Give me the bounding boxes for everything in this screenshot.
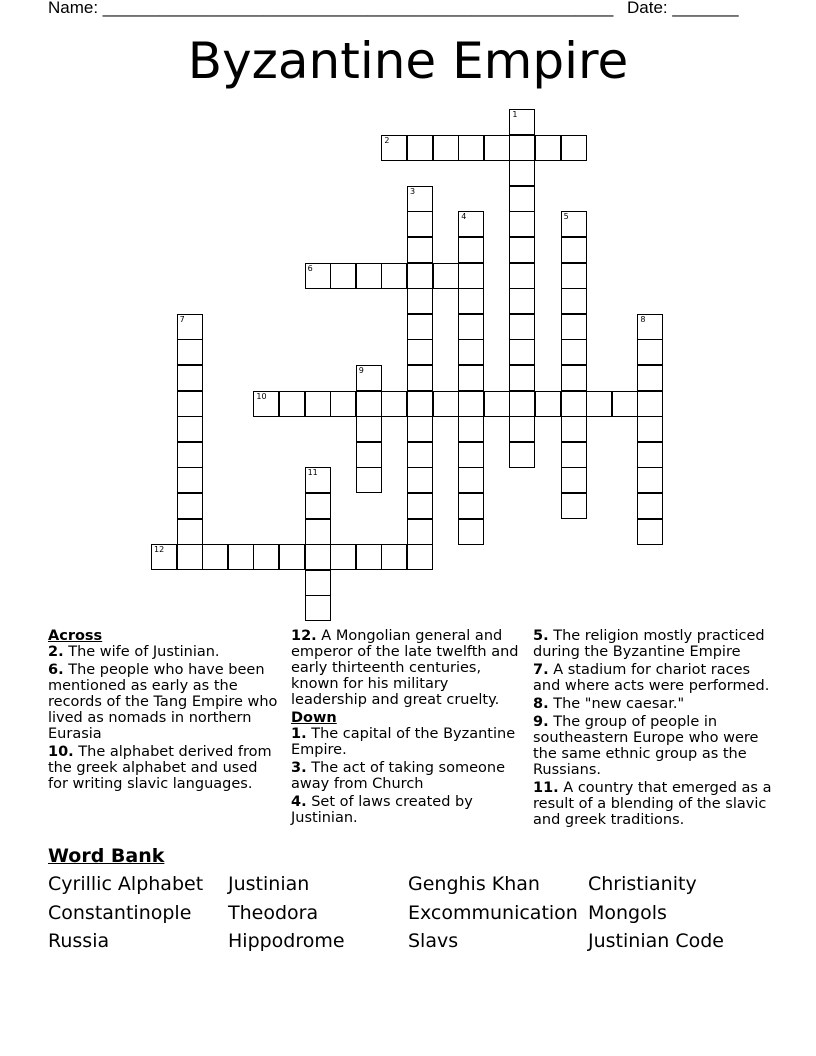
clues-column-1 bbox=[48, 628, 280, 794]
word-bank-item: Justinian Code bbox=[588, 930, 724, 952]
word-bank-item: Christianity bbox=[588, 873, 697, 895]
crossword-cell[interactable] bbox=[407, 263, 433, 289]
crossword-cell[interactable] bbox=[305, 595, 331, 621]
crossword-cell[interactable] bbox=[561, 467, 587, 493]
clue-down-11: 11. A country that emerged as a result of a blending of the slavic and greek traditions. bbox=[533, 780, 772, 828]
crossword-cell[interactable] bbox=[305, 467, 331, 493]
crossword-cell[interactable] bbox=[509, 314, 535, 340]
crossword-cell[interactable] bbox=[561, 314, 587, 340]
clue-number-label: 1 bbox=[512, 110, 518, 119]
clue-number-label: 2 bbox=[384, 135, 390, 145]
crossword-cell[interactable] bbox=[407, 237, 433, 263]
word-bank-item: Constantinople bbox=[48, 902, 192, 924]
word-bank-title: Word Bank bbox=[48, 845, 165, 867]
crossword-cell[interactable] bbox=[561, 263, 587, 289]
crossword-cell[interactable] bbox=[407, 186, 433, 212]
name-field-label: Name: ______________________________________________________ bbox=[48, 0, 614, 17]
crossword-cell[interactable] bbox=[407, 391, 433, 417]
crossword-cell[interactable] bbox=[458, 467, 484, 493]
crossword-cell[interactable] bbox=[253, 391, 279, 417]
crossword-cell[interactable] bbox=[458, 519, 484, 545]
clue-number-label: 8 bbox=[640, 314, 646, 324]
down-heading: Down bbox=[291, 710, 337, 726]
crossword-cell[interactable] bbox=[561, 339, 587, 365]
crossword-cell[interactable] bbox=[202, 544, 228, 570]
crossword-cell[interactable] bbox=[407, 416, 433, 442]
crossword-cell[interactable] bbox=[305, 493, 331, 519]
crossword-cell[interactable] bbox=[509, 109, 535, 135]
crossword-cell[interactable] bbox=[509, 211, 535, 237]
word-bank-item: Justinian bbox=[228, 873, 310, 895]
crossword-cell[interactable] bbox=[177, 365, 203, 391]
crossword-cell[interactable] bbox=[637, 391, 663, 417]
crossword-cell[interactable] bbox=[637, 519, 663, 545]
word-bank-item: Genghis Khan bbox=[408, 873, 540, 895]
crossword-cell[interactable] bbox=[177, 493, 203, 519]
crossword-cell[interactable] bbox=[305, 544, 331, 570]
clue-down-1: 1. The capital of the Byzantine Empire. bbox=[291, 726, 516, 758]
crossword-cell[interactable] bbox=[305, 391, 331, 417]
clue-down-5: 5. The religion mostly practiced during the Byzantine Empire bbox=[533, 628, 765, 660]
crossword-cell[interactable] bbox=[509, 365, 535, 391]
crossword-cell[interactable] bbox=[177, 442, 203, 468]
word-bank-item: Mongols bbox=[588, 902, 667, 924]
crossword-cell[interactable] bbox=[458, 314, 484, 340]
word-bank-item: Excommunication bbox=[408, 902, 578, 924]
crossword-cell[interactable] bbox=[407, 135, 433, 161]
crossword-cell[interactable] bbox=[561, 365, 587, 391]
crossword-cell[interactable] bbox=[356, 365, 382, 391]
crossword-cell[interactable] bbox=[433, 391, 459, 417]
crossword-cell[interactable] bbox=[407, 467, 433, 493]
crossword-cell[interactable] bbox=[433, 263, 459, 289]
word-bank-item: Cyrillic Alphabet bbox=[48, 873, 204, 895]
crossword-cell[interactable] bbox=[637, 442, 663, 468]
crossword-cell[interactable] bbox=[509, 237, 535, 263]
crossword-cell[interactable] bbox=[561, 442, 587, 468]
crossword-cell[interactable] bbox=[458, 288, 484, 314]
crossword-cell[interactable] bbox=[612, 391, 638, 417]
clue-across-12: 12. A Mongolian general and emperor of the late twelfth and early thirteenth centuries, known for his military leadership and great cruelty. bbox=[291, 628, 519, 708]
page-title: Byzantine Empire bbox=[187, 32, 629, 90]
crossword-cell[interactable] bbox=[561, 211, 587, 237]
clue-down-7: 7. A stadium for chariot races and where acts were performed. bbox=[533, 662, 770, 694]
crossword-cell[interactable] bbox=[407, 442, 433, 468]
clue-number-label: 9 bbox=[358, 366, 364, 375]
clue-down-4: 4. Set of laws created by Justinian. bbox=[291, 794, 473, 826]
crossword-cell[interactable] bbox=[458, 237, 484, 263]
crossword-cell[interactable] bbox=[458, 365, 484, 391]
word-bank-item: Theodora bbox=[228, 902, 319, 924]
crossword-cell[interactable] bbox=[228, 544, 254, 570]
word-bank-item: Hippodrome bbox=[228, 930, 345, 952]
across-heading: Across bbox=[48, 628, 103, 644]
crossword-cell[interactable] bbox=[381, 391, 407, 417]
crossword-cell[interactable] bbox=[407, 544, 433, 570]
crossword-cell[interactable] bbox=[637, 467, 663, 493]
clues-column-2 bbox=[291, 628, 523, 828]
crossword-cell[interactable] bbox=[177, 339, 203, 365]
crossword-cell[interactable] bbox=[177, 391, 203, 417]
crossword-cell[interactable] bbox=[458, 442, 484, 468]
crossword-cell[interactable] bbox=[458, 339, 484, 365]
clue-number-label: 5 bbox=[563, 212, 569, 222]
clue-number-label: 4 bbox=[461, 212, 467, 222]
crossword-cell[interactable] bbox=[509, 263, 535, 289]
crossword-cell[interactable] bbox=[637, 314, 663, 340]
crossword-cell[interactable] bbox=[458, 263, 484, 289]
crossword-cell[interactable] bbox=[356, 416, 382, 442]
crossword-cell[interactable] bbox=[177, 467, 203, 493]
crossword-cell[interactable] bbox=[407, 288, 433, 314]
crossword-cell[interactable] bbox=[305, 263, 331, 289]
word-bank-item: Russia bbox=[48, 930, 110, 952]
crossword-cell[interactable] bbox=[586, 391, 612, 417]
crossword-cell[interactable] bbox=[407, 365, 433, 391]
clue-across-2: 2. The wife of Justinian. bbox=[48, 644, 220, 660]
crossword-cell[interactable] bbox=[356, 263, 382, 289]
crossword-cell[interactable] bbox=[330, 544, 356, 570]
crossword-cell[interactable] bbox=[637, 339, 663, 365]
crossword-cell[interactable] bbox=[458, 493, 484, 519]
crossword-cell[interactable] bbox=[535, 135, 561, 161]
crossword-cell[interactable] bbox=[509, 288, 535, 314]
crossword-cell[interactable] bbox=[381, 263, 407, 289]
clues-column-3 bbox=[533, 628, 773, 838]
clue-number-label: 12 bbox=[154, 545, 165, 555]
crossword-cell[interactable] bbox=[637, 493, 663, 519]
crossword-cell[interactable] bbox=[561, 416, 587, 442]
crossword-cell[interactable] bbox=[177, 519, 203, 545]
crossword-cell[interactable] bbox=[177, 544, 203, 570]
clue-number-label: 7 bbox=[179, 314, 185, 324]
crossword-cell[interactable] bbox=[458, 211, 484, 237]
crossword-cell[interactable] bbox=[637, 416, 663, 442]
crossword-cell[interactable] bbox=[509, 135, 535, 161]
crossword-cell[interactable] bbox=[151, 544, 177, 570]
date-field-label: Date: _______ bbox=[627, 0, 739, 17]
crossword-cell[interactable] bbox=[484, 135, 510, 161]
crossword-cell[interactable] bbox=[253, 544, 279, 570]
crossword-cell[interactable] bbox=[279, 544, 305, 570]
crossword-cell[interactable] bbox=[509, 416, 535, 442]
crossword-cell[interactable] bbox=[381, 135, 407, 161]
crossword-cell[interactable] bbox=[561, 493, 587, 519]
clue-down-9: 9. The group of people in southeastern Europe who were the same ethnic group as the Russians. bbox=[533, 714, 759, 778]
crossword-cell[interactable] bbox=[509, 186, 535, 212]
crossword-cell[interactable] bbox=[356, 467, 382, 493]
crossword-cell[interactable] bbox=[381, 544, 407, 570]
clue-number-label: 10 bbox=[256, 391, 267, 401]
crossword-cell[interactable] bbox=[433, 135, 459, 161]
clue-down-3: 3. The act of taking someone away from Church bbox=[291, 760, 505, 792]
crossword-cell[interactable] bbox=[458, 391, 484, 417]
clue-down-8: 8. The "new caesar." bbox=[533, 696, 685, 712]
crossword-cell[interactable] bbox=[561, 391, 587, 417]
crossword-cell[interactable] bbox=[407, 314, 433, 340]
crossword-cell[interactable] bbox=[458, 416, 484, 442]
crossword-cell[interactable] bbox=[177, 314, 203, 340]
crossword-cell[interactable] bbox=[407, 519, 433, 545]
crossword-cell[interactable] bbox=[279, 391, 305, 417]
clue-number-label: 11 bbox=[307, 468, 318, 478]
word-bank-item: Slavs bbox=[408, 930, 459, 952]
crossword-cell[interactable] bbox=[407, 211, 433, 237]
crossword-cell[interactable] bbox=[509, 391, 535, 417]
crossword-cell[interactable] bbox=[637, 365, 663, 391]
crossword-cell[interactable] bbox=[561, 135, 587, 161]
crossword-cell[interactable] bbox=[561, 288, 587, 314]
crossword-cell[interactable] bbox=[509, 442, 535, 468]
clue-number-label: 6 bbox=[307, 263, 313, 273]
crossword-cell[interactable] bbox=[305, 519, 331, 545]
crossword-cell[interactable] bbox=[330, 263, 356, 289]
crossword-cell[interactable] bbox=[561, 237, 587, 263]
crossword-cell[interactable] bbox=[535, 391, 561, 417]
crossword-cell[interactable] bbox=[509, 160, 535, 186]
clue-across-10: 10. The alphabet derived from the greek alphabet and used for writing slavic languages. bbox=[48, 744, 272, 792]
crossword-cell[interactable] bbox=[458, 135, 484, 161]
crossword-cell[interactable] bbox=[177, 416, 203, 442]
clue-number-label: 3 bbox=[410, 186, 416, 196]
crossword-cell[interactable] bbox=[484, 391, 510, 417]
crossword-cell[interactable] bbox=[407, 339, 433, 365]
crossword-cell[interactable] bbox=[509, 339, 535, 365]
clue-across-6: 6. The people who have been mentioned as early as the records of the Tang Empire who lived as nomads in northern Eurasia bbox=[48, 662, 278, 742]
crossword-cell[interactable] bbox=[305, 570, 331, 596]
crossword-cell[interactable] bbox=[407, 493, 433, 519]
crossword-cell[interactable] bbox=[330, 391, 356, 417]
crossword-cell[interactable] bbox=[356, 442, 382, 468]
crossword-cell[interactable] bbox=[356, 391, 382, 417]
crossword-cell[interactable] bbox=[356, 544, 382, 570]
